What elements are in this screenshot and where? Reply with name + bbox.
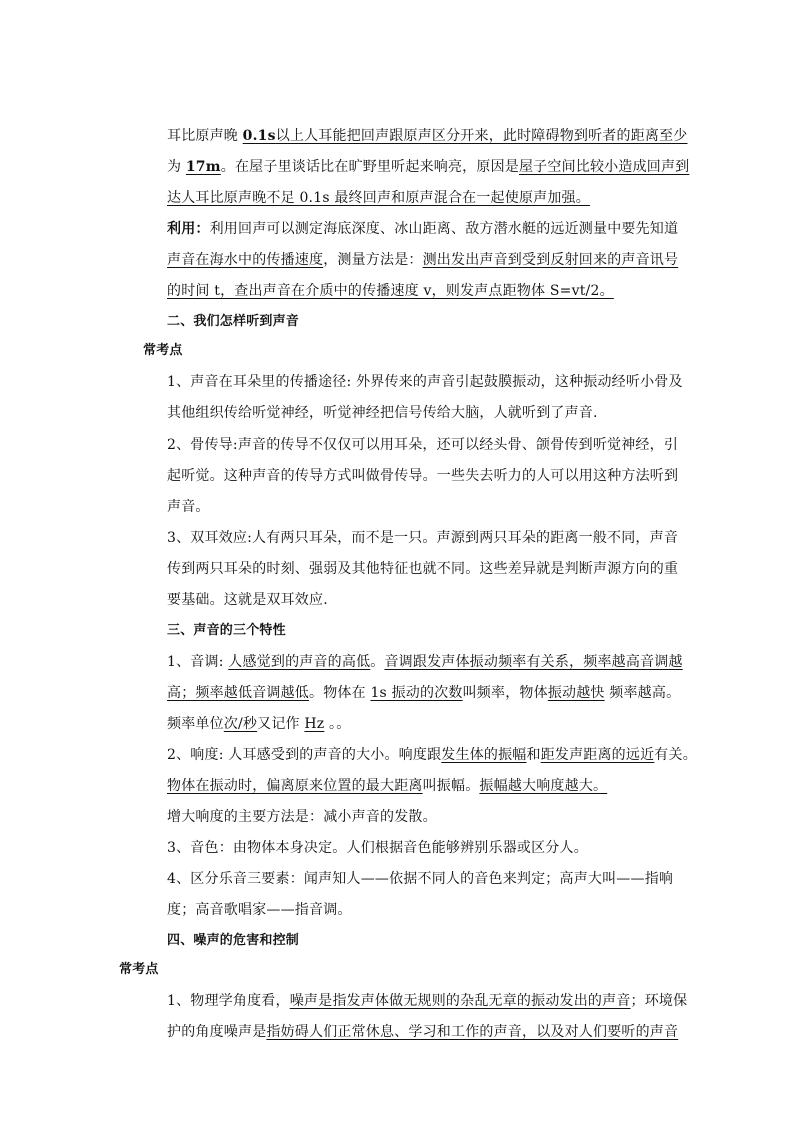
underlined-text: 发生体的振幅 [441,747,527,763]
emphasis-value: 0.1s [242,128,276,144]
text-run: 1、物理学角度看， [167,993,290,1009]
paragraph-line [167,683,680,703]
paragraph-line [167,126,688,146]
paragraph-line [167,219,678,239]
underlined-text: 振幅越大响度越大。 [479,778,608,794]
section-heading: 二、我们怎样听到声音 [167,314,300,329]
underlined-text: 屋子空间比较小造成回声到 [518,159,690,175]
underlined-text: 以上人耳能把回声跟原声区分开来，此时障碍物到听者的距离至少 [275,128,688,144]
underlined-text: 音调跟发声体振动频率有关系，频率越高音调越 [384,654,683,670]
text-run: 2、响度: 人耳感受到的声音的大小。响度跟 [167,747,442,763]
paragraph-line: 4、区分乐音三要素：闻声知人——依据不同人的音色来判定；高声大叫——指响 [167,871,674,887]
underlined-text: Hz [304,716,325,732]
paragraph-line [167,652,683,672]
underlined-text: 人感觉到的声音的高低 [228,654,371,670]
underlined-text: 物体在振动时，偏离原来位置的最大距离 [167,778,423,794]
paragraph-line [167,157,689,177]
paragraph-line [167,281,614,301]
text-run: ；环境保 [630,993,688,1009]
text-run: 耳比原声晚 [167,128,243,144]
paragraph-line [167,776,607,796]
paragraph-line: 声音。 [167,499,210,515]
paragraph-line: 3、音色：由物体本身决定。人们根据音色能够辨别乐器或区分人。 [167,840,588,856]
text-run: ，测量方法是： [323,252,423,268]
text-run: 和 [526,747,541,763]
text-run: 。物体在 [309,685,371,701]
paragraph-line [167,745,697,765]
text-run: 叫振幅。 [422,778,480,794]
paragraph-line: 1、声音在耳朵里的传播途径: 外界传来的声音引起鼓膜振动，这种振动经听小骨及 [167,374,683,390]
text-run: 护的角度噪声是 [167,1024,267,1040]
underlined-text: 高；频率越低音调越低 [167,685,309,701]
text-run: 有关。 [654,747,697,763]
text-run: 。 [370,654,385,670]
text-run: 利用回声可以测定海底深度、冰山距离、敌方潜水艇的远近测量中要先知道 [209,221,679,237]
paragraph-line [167,714,350,734]
underlined-text: 达人耳比原声晚不足 0.1s 最终回声和原声混合在一起使原声加强。 [167,190,590,206]
paragraph-line: 度；高音歌唱家——指音调。 [167,902,352,918]
inline-label: 利用： [167,221,210,237]
paragraph-line: 起听觉。这种声音的传导方式叫做骨传导。一些失去听力的人可以用这种方法听到 [167,468,679,484]
text-run: 1、音调: [167,654,229,670]
underlined-text: 声音在海水中的传播速度 [167,252,324,268]
text-run: 为 [167,159,186,175]
section-label: 常考点 [143,343,183,358]
section-heading: 三、声音的三个特性 [167,623,286,638]
emphasis-value: 17m [185,159,221,175]
paragraph-line: 要基础。这就是双耳效应. [167,592,328,608]
text-run: 叫频率，物体 [462,685,548,701]
text-run: 。在屋子里谈话比在旷野里听起来响亮，原因是 [220,159,519,175]
underlined-text: 距发声距离的远近 [540,747,655,763]
underlined-text: 次/秒 [223,716,258,732]
paragraph-line: 3、双耳效应:人有两只耳朵，而不是一只。声源到两只耳朵的距离一般不同，声音 [167,530,679,546]
paragraph-line [167,188,590,208]
underlined-text: 测出发出声音到受到反射回来的声音讯号 [422,252,679,268]
paragraph-line [167,991,687,1011]
paragraph-line: 2、骨传导:声音的传导不仅仅可以用耳朵，还可以经头骨、颌骨传到听觉神经，引 [167,437,679,453]
underlined-text: 1s 振动的次数 [370,685,463,701]
underlined-text: 指妨碍人们正常休息、学习和工作的声音，以及对人们要听的声音 [266,1024,679,1040]
text-run: 频率越高。 [604,685,681,701]
underlined-text: 的时间 t，查出声音在介质中的传播速度 v，则发声点距物体 S=vt/2。 [167,283,614,299]
paragraph-line: 其他组织传给听觉神经，听觉神经把信号传给大脑，人就听到了声音. [167,405,598,421]
paragraph-line [167,250,678,270]
paragraph-line: 传到两只耳朵的时刻、强弱及其他特征也就不同。这些差异就是判断声源方向的重 [167,561,679,577]
text-run: 又记作 [257,716,305,732]
paragraph-line: 增大响度的主要方法是：减小声音的发散。 [167,809,437,825]
paragraph-line [167,1022,678,1042]
section-heading: 四、噪声的危害和控制 [167,933,300,948]
text-run: 。。 [324,716,351,732]
underlined-text: 噪声是指发声体做无规则的杂乱无章的振动发出的声音 [289,993,631,1009]
text-run: 频率单位 [167,716,224,732]
section-label: 常考点 [119,962,159,977]
underlined-text: 振动越快 [547,685,605,701]
